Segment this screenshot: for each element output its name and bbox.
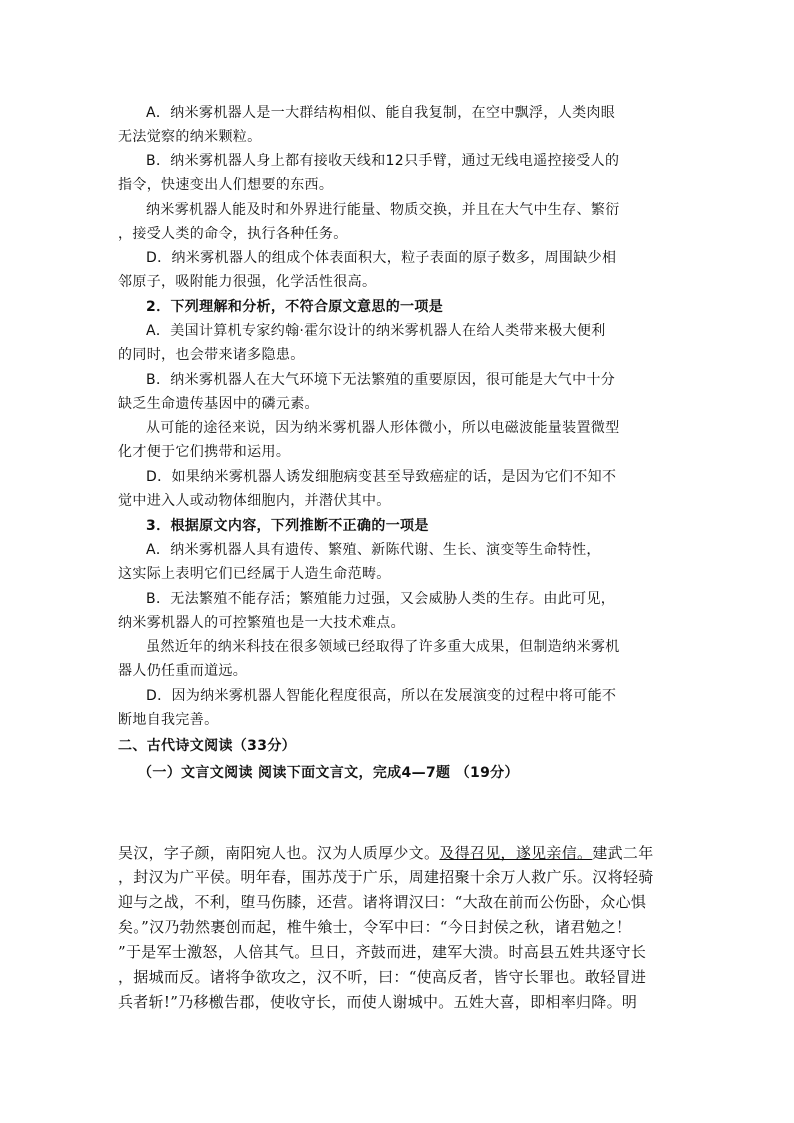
section-subtitle: （一）文言文阅读 阅读下面文言文，完成4—7题 （19分） — [138, 765, 519, 781]
q3-option-b-line2: 纳米雾机器人的可控繁殖也是一大技术难点。 — [118, 615, 405, 631]
q1-option-c-line2: ，接受人类的命令，执行各种任务。 — [118, 226, 348, 242]
q2-option-b-line2: 缺乏生命遗传基因中的磷元素。 — [118, 396, 319, 412]
section-title: 二、古代诗文阅读（33分） — [118, 738, 297, 754]
q2-option-c-line1: 从可能的途径来说，因为纳米雾机器人形体微小，所以电磁波能量装置微型 — [146, 420, 620, 436]
q2-option-a-line1: A．美国计算机专家约翰·霍尔设计的纳米雾机器人在给人类带来极大便利 — [146, 323, 606, 339]
q2-option-a-line2: 的同时，也会带来诸多隐患。 — [118, 347, 305, 363]
q3-option-b-line1: B．无法繁殖不能存活；繁殖能力过强，又会威胁人类的生存。由此可见， — [146, 591, 616, 607]
q3-option-a-line2: 这实际上表明它们已经属于人造生命范畴。 — [118, 566, 391, 582]
q1-option-a-line2: 无法觉察的纳米颗粒。 — [118, 129, 262, 145]
passage-line-2: ，封汉为广平侯。明年春，围苏茂于广乐，周建招聚十余万人救广乐。汉将轻骑 — [118, 868, 654, 886]
q2-option-d-line1: D．如果纳米雾机器人诱发细胞病变甚至导致癌症的话，是因为它们不知不 — [146, 469, 617, 485]
q3-option-c-line2: 器人仍任重而道远。 — [118, 663, 248, 679]
q3-option-d-line2: 断地自我完善。 — [118, 712, 219, 728]
passage-line-7: 兵者斩!”乃移檄告郡，使收守长，而使人谢城中。五姓大喜，即相率归降。明 — [118, 993, 638, 1011]
q2-title: 2．下列理解和分析，不符合原文意思的一项是 — [146, 299, 444, 315]
q1-option-d-line1: D．纳米雾机器人的组成个体表面积大，粒子表面的原子数多，周围缺少相 — [146, 250, 617, 266]
q3-option-d-line1: D．因为纳米雾机器人智能化程度很高，所以在发展演变的过程中将可能不 — [146, 688, 617, 704]
q3-title: 3．根据原文内容，下列推断不正确的一项是 — [146, 518, 429, 534]
q2-option-b-line1: B．纳米雾机器人在大气环境下无法繁殖的重要原因，很可能是大气中十分 — [146, 372, 616, 388]
passage-line-6: ，据城而反。诸将争欲攻之，汉不听，曰：“使高反者，皆守长罪也。敢轻冒进 — [118, 968, 647, 986]
passage-underlined-phrase: 及得召见，遂见亲信。 — [439, 844, 593, 862]
q2-option-c-line2: 化才便于它们携带和运用。 — [118, 444, 291, 460]
q1-option-a-line1: A．纳米雾机器人是一大群结构相似、能自我复制，在空中飘浮，人类肉眼 — [146, 105, 616, 121]
passage-line-5: ”于是军士激怒，人倍其气。旦日，齐鼓而进，建军大溃。时高县五姓共逐守长 — [118, 943, 647, 961]
q3-option-c-line1: 虽然近年的纳米科技在很多领域已经取得了许多重大成果，但制造纳米雾机 — [146, 639, 620, 655]
passage-line-3: 迎与之战，不利，堕马伤膝，还营。诸将谓汉曰：“大敌在前而公伤卧，众心惧 — [118, 893, 647, 911]
q3-option-a-line1: A．纳米雾机器人具有遗传、繁殖、新陈代谢、生长、演变等生命特性， — [146, 542, 601, 558]
q1-option-d-line2: 邻原子，吸附能力很强，化学活性很高。 — [118, 274, 377, 290]
passage-line-1-start: 吴汉，字子颜，南阳宛人也。汉为人质厚少文。 — [118, 844, 440, 862]
q1-option-b-line2: 指令，快速变出人们想要的东西。 — [118, 177, 334, 193]
q1-option-b-line1: B．纳米雾机器人身上都有接收天线和12只手臂，通过无线电遥控接受人的 — [146, 153, 620, 169]
q1-option-c-line1: 纳米雾机器人能及时和外界进行能量、物质交换，并且在大气中生存、繁衍 — [146, 202, 620, 218]
q2-option-d-line2: 觉中进入人或动物体细胞内，并潜伏其中。 — [118, 493, 391, 509]
passage-line-4: 矣。”汉乃勃然裹创而起，椎牛飨士，令军中曰：“今日封侯之秋，诸君勉之！ — [118, 918, 632, 936]
passage-line-1 — [118, 843, 654, 863]
passage-line-1-end: 建武二年 — [592, 844, 654, 862]
